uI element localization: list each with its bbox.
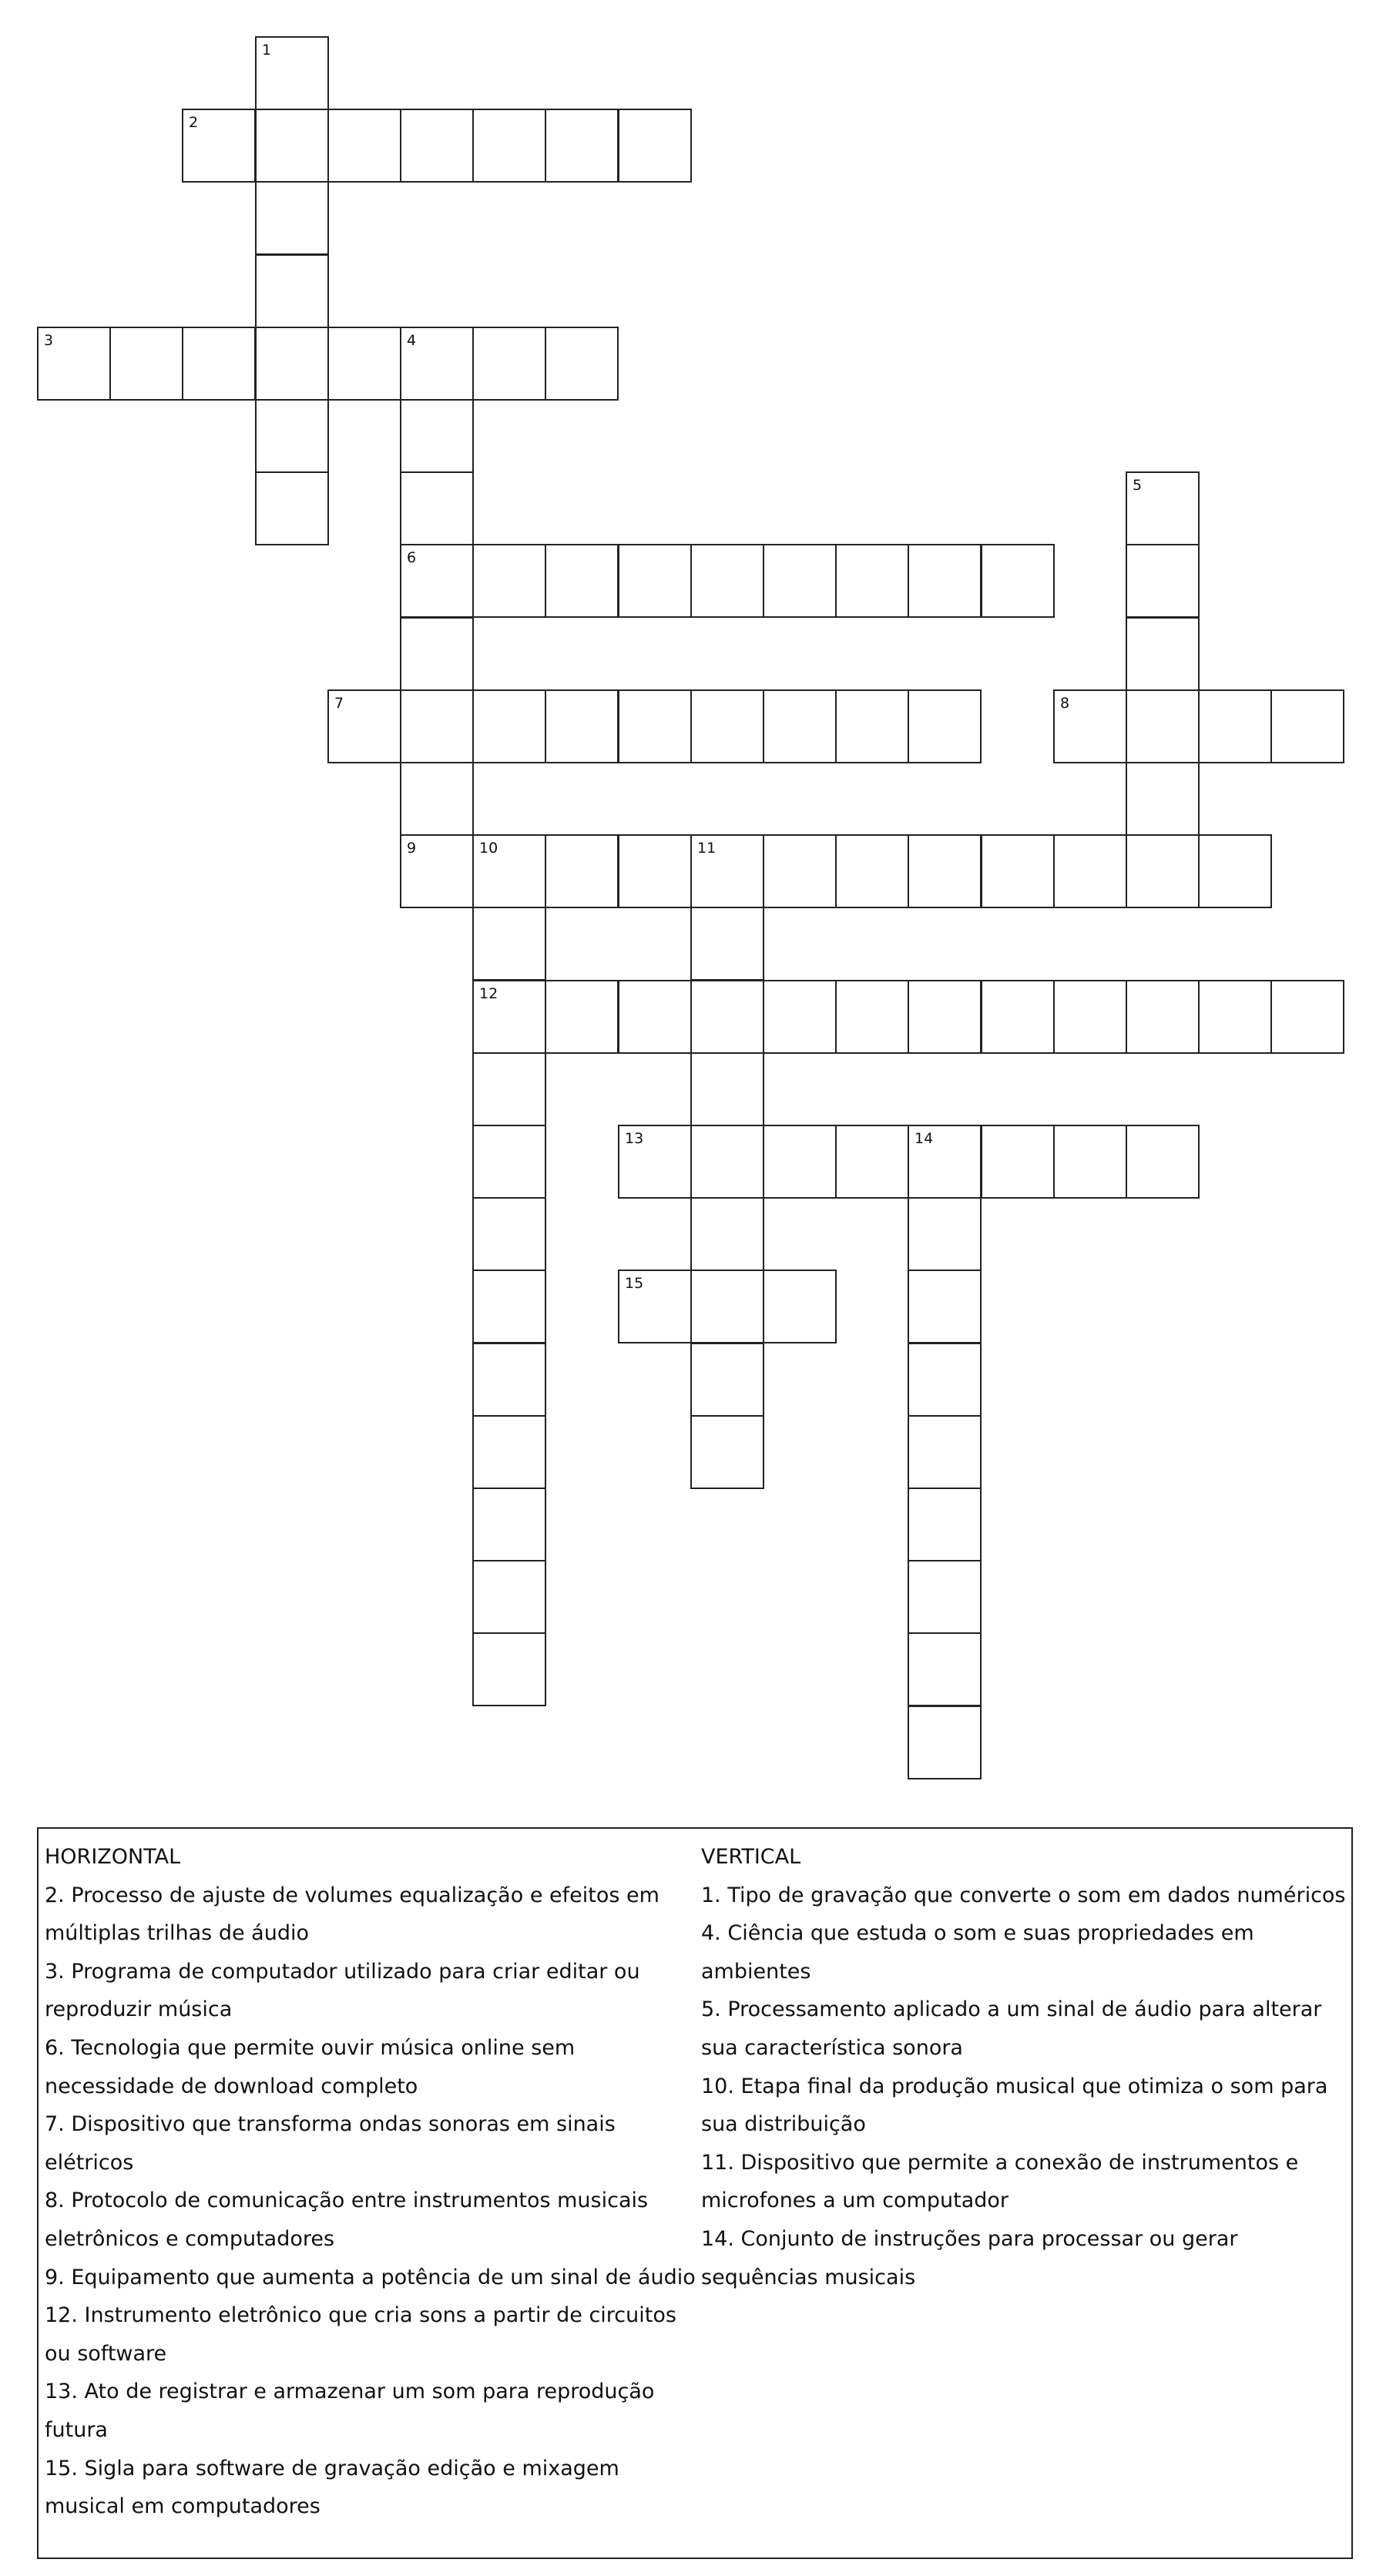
grid-cell[interactable] (472, 689, 546, 763)
grid-cell[interactable] (545, 544, 619, 618)
clue-line: 14. Conjunto de instruções para processar ou gerar (701, 2226, 1238, 2251)
grid-cell[interactable] (472, 1488, 546, 1561)
clue-line: 10. Etapa final da produção musical que otimiza o som para (701, 2074, 1328, 2098)
grid-cell[interactable] (763, 834, 837, 908)
grid-cell[interactable] (472, 1270, 546, 1343)
grid-cell[interactable] (472, 1052, 546, 1126)
clue-line: elétricos (45, 2150, 134, 2175)
grid-cell[interactable] (908, 834, 982, 908)
clues-box (37, 1827, 1353, 2559)
grid-cell[interactable] (1126, 471, 1200, 545)
grid-cell[interactable] (618, 1270, 692, 1343)
grid-cell[interactable] (472, 1560, 546, 1634)
grid-cell[interactable] (835, 980, 909, 1054)
clue-line: reproduzir música (45, 1997, 233, 2022)
clue-line: musical em computadores (45, 2494, 321, 2519)
clue-number: 2 (189, 114, 199, 131)
clue-line: necessidade de download completo (45, 2074, 418, 2098)
grid-cell[interactable] (908, 1270, 982, 1343)
grid-cell[interactable] (835, 1125, 909, 1199)
grid-cell[interactable] (981, 980, 1055, 1054)
grid-cell[interactable] (618, 544, 692, 618)
clue-number: 14 (915, 1130, 934, 1147)
grid-cell[interactable] (1198, 834, 1272, 908)
clue-line: 2. Processo de ajuste de volumes equalização e efeitos em (45, 1883, 659, 1907)
grid-cell[interactable] (472, 1125, 546, 1199)
grid-cell[interactable] (255, 327, 329, 401)
grid-cell[interactable] (763, 689, 837, 763)
grid-cell[interactable] (981, 834, 1055, 908)
grid-cell[interactable] (690, 1125, 764, 1199)
clue-line: 8. Protocolo de comunicação entre instrumentos musicais (45, 2189, 649, 2213)
grid-cell[interactable] (545, 689, 619, 763)
grid-cell[interactable] (255, 181, 329, 255)
grid-cell[interactable] (400, 109, 474, 183)
grid-cell[interactable] (908, 689, 982, 763)
grid-cell[interactable] (400, 834, 474, 908)
grid-cell[interactable] (327, 327, 401, 401)
grid-cell[interactable] (1126, 689, 1200, 763)
grid-cell[interactable] (472, 327, 546, 401)
grid-cell[interactable] (400, 617, 474, 691)
horizontal-heading: HORIZONTAL (45, 1845, 181, 1869)
grid-cell[interactable] (618, 689, 692, 763)
clue-line: 3. Programa de computador utilizado para criar editar ou (45, 1959, 640, 1984)
grid-cell[interactable] (690, 1052, 764, 1126)
clue-number: 8 (1060, 695, 1070, 712)
clue-number: 5 (1133, 477, 1143, 494)
clue-line: 7. Dispositivo que transforma ondas sonoras em sinais (45, 2112, 616, 2137)
grid-cell[interactable] (109, 327, 183, 401)
grid-cell[interactable] (908, 980, 982, 1054)
grid-cell[interactable] (690, 980, 764, 1054)
clue-line: 1. Tipo de gravação que converte o som em dados numéricos (701, 1883, 1346, 1907)
grid-cell[interactable] (400, 544, 474, 618)
grid-cell[interactable] (1126, 617, 1200, 691)
clue-number: 12 (479, 985, 498, 1002)
clue-line: 6. Tecnologia que permite ouvir música online sem (45, 2035, 576, 2060)
grid-cell[interactable] (835, 689, 909, 763)
grid-cell[interactable] (1126, 762, 1200, 836)
grid-cell[interactable] (472, 980, 546, 1054)
grid-cell[interactable] (981, 1125, 1055, 1199)
clue-number: 15 (625, 1275, 644, 1292)
grid-cell[interactable] (400, 689, 474, 763)
grid-cell[interactable] (690, 907, 764, 981)
horizontal-clues (45, 1838, 700, 2526)
grid-cell[interactable] (1126, 980, 1200, 1054)
grid-cell[interactable] (1053, 1125, 1127, 1199)
grid-cell[interactable] (472, 109, 546, 183)
grid-cell[interactable] (472, 1415, 546, 1489)
grid-cell[interactable] (327, 689, 401, 763)
clue-line: 12. Instrumento eletrônico que cria sons a partir de circuitos (45, 2303, 676, 2328)
clue-line: 5. Processamento aplicado a um sinal de áudio para alterar (701, 1997, 1322, 2022)
clue-line: eletrônicos e computadores (45, 2226, 335, 2251)
grid-cell[interactable] (908, 1706, 982, 1779)
grid-cell[interactable] (255, 471, 329, 545)
grid-cell[interactable] (763, 980, 837, 1054)
clue-line: 11. Dispositivo que permite a conexão de instrumentos e (701, 2150, 1299, 2175)
grid-cell[interactable] (400, 471, 474, 545)
grid-cell[interactable] (908, 1560, 982, 1634)
grid-cell[interactable] (1126, 544, 1200, 618)
grid-cell[interactable] (400, 327, 474, 401)
clue-line: múltiplas trilhas de áudio (45, 1921, 309, 1946)
grid-cell[interactable] (1270, 980, 1344, 1054)
grid-cell[interactable] (255, 399, 329, 473)
grid-cell[interactable] (908, 544, 982, 618)
grid-cell[interactable] (472, 907, 546, 981)
grid-cell[interactable] (182, 109, 256, 183)
clue-line: ou software (45, 2341, 167, 2366)
grid-cell[interactable] (690, 689, 764, 763)
grid-cell[interactable] (182, 327, 256, 401)
grid-cell[interactable] (1053, 834, 1127, 908)
grid-cell[interactable] (618, 834, 692, 908)
grid-cell[interactable] (1270, 689, 1344, 763)
grid-cell[interactable] (327, 109, 401, 183)
grid-cell[interactable] (835, 544, 909, 618)
grid-cell[interactable] (618, 1125, 692, 1199)
clue-number: 11 (697, 840, 717, 857)
grid-cell[interactable] (400, 762, 474, 836)
grid-cell[interactable] (255, 254, 329, 328)
vertical-clues (701, 1838, 1348, 2296)
grid-cell[interactable] (908, 1125, 982, 1199)
clue-number: 4 (407, 332, 417, 349)
grid-cell[interactable] (763, 1270, 837, 1343)
grid-cell[interactable] (835, 834, 909, 908)
vertical-heading: VERTICAL (701, 1845, 801, 1869)
grid-cell[interactable] (908, 1632, 982, 1706)
grid-cell[interactable] (690, 544, 764, 618)
grid-cell[interactable] (1198, 980, 1272, 1054)
grid-cell[interactable] (37, 327, 111, 401)
clue-number: 13 (625, 1130, 644, 1147)
grid-cell[interactable] (1053, 689, 1127, 763)
grid-cell[interactable] (472, 544, 546, 618)
clue-number: 1 (262, 42, 272, 59)
clue-line: sequências musicais (701, 2265, 916, 2289)
grid-cell[interactable] (255, 36, 329, 110)
clue-number: 6 (407, 549, 417, 566)
grid-cell[interactable] (472, 1197, 546, 1271)
grid-cell[interactable] (690, 1197, 764, 1271)
grid-cell[interactable] (908, 1197, 982, 1271)
grid-cell[interactable] (400, 399, 474, 473)
grid-cell[interactable] (472, 1632, 546, 1706)
grid-cell[interactable] (618, 980, 692, 1054)
clue-number: 9 (407, 840, 417, 857)
grid-cell[interactable] (981, 544, 1055, 618)
clue-line: sua característica sonora (701, 2035, 963, 2060)
grid-cell[interactable] (545, 834, 619, 908)
grid-cell[interactable] (545, 980, 619, 1054)
grid-cell[interactable] (763, 544, 837, 618)
grid-cell[interactable] (690, 1270, 764, 1343)
grid-cell[interactable] (545, 327, 619, 401)
clue-line: ambientes (701, 1959, 811, 1984)
grid-cell[interactable] (1126, 834, 1200, 908)
clue-line: 15. Sigla para software de gravação edição e mixagem (45, 2456, 619, 2480)
grid-cell[interactable] (908, 1488, 982, 1561)
grid-cell[interactable] (1198, 689, 1272, 763)
grid-cell[interactable] (908, 1415, 982, 1489)
grid-cell[interactable] (763, 1125, 837, 1199)
grid-cell[interactable] (690, 1415, 764, 1489)
grid-cell[interactable] (1126, 1125, 1200, 1199)
grid-cell[interactable] (1053, 980, 1127, 1054)
clue-line: 13. Ato de registrar e armazenar um som para reprodução (45, 2380, 655, 2404)
grid-cell[interactable] (908, 1343, 982, 1417)
grid-cell[interactable] (255, 109, 329, 183)
grid-cell[interactable] (690, 1343, 764, 1417)
clue-line: sua distribuição (701, 2112, 866, 2137)
clue-number: 10 (479, 840, 498, 857)
grid-cell[interactable] (618, 109, 692, 183)
grid-cell[interactable] (472, 834, 546, 908)
clue-number: 3 (44, 332, 54, 349)
clue-line: futura (45, 2417, 108, 2442)
grid-cell[interactable] (472, 1343, 546, 1417)
clue-number: 7 (334, 695, 344, 712)
grid-cell[interactable] (545, 109, 619, 183)
clue-line: microfones a um computador (701, 2189, 1009, 2213)
grid-cell[interactable] (690, 834, 764, 908)
clue-line: 4. Ciência que estuda o som e suas propriedades em (701, 1921, 1254, 1946)
clue-line: 9. Equipamento que aumenta a potência de um sinal de áudio (45, 2265, 696, 2289)
